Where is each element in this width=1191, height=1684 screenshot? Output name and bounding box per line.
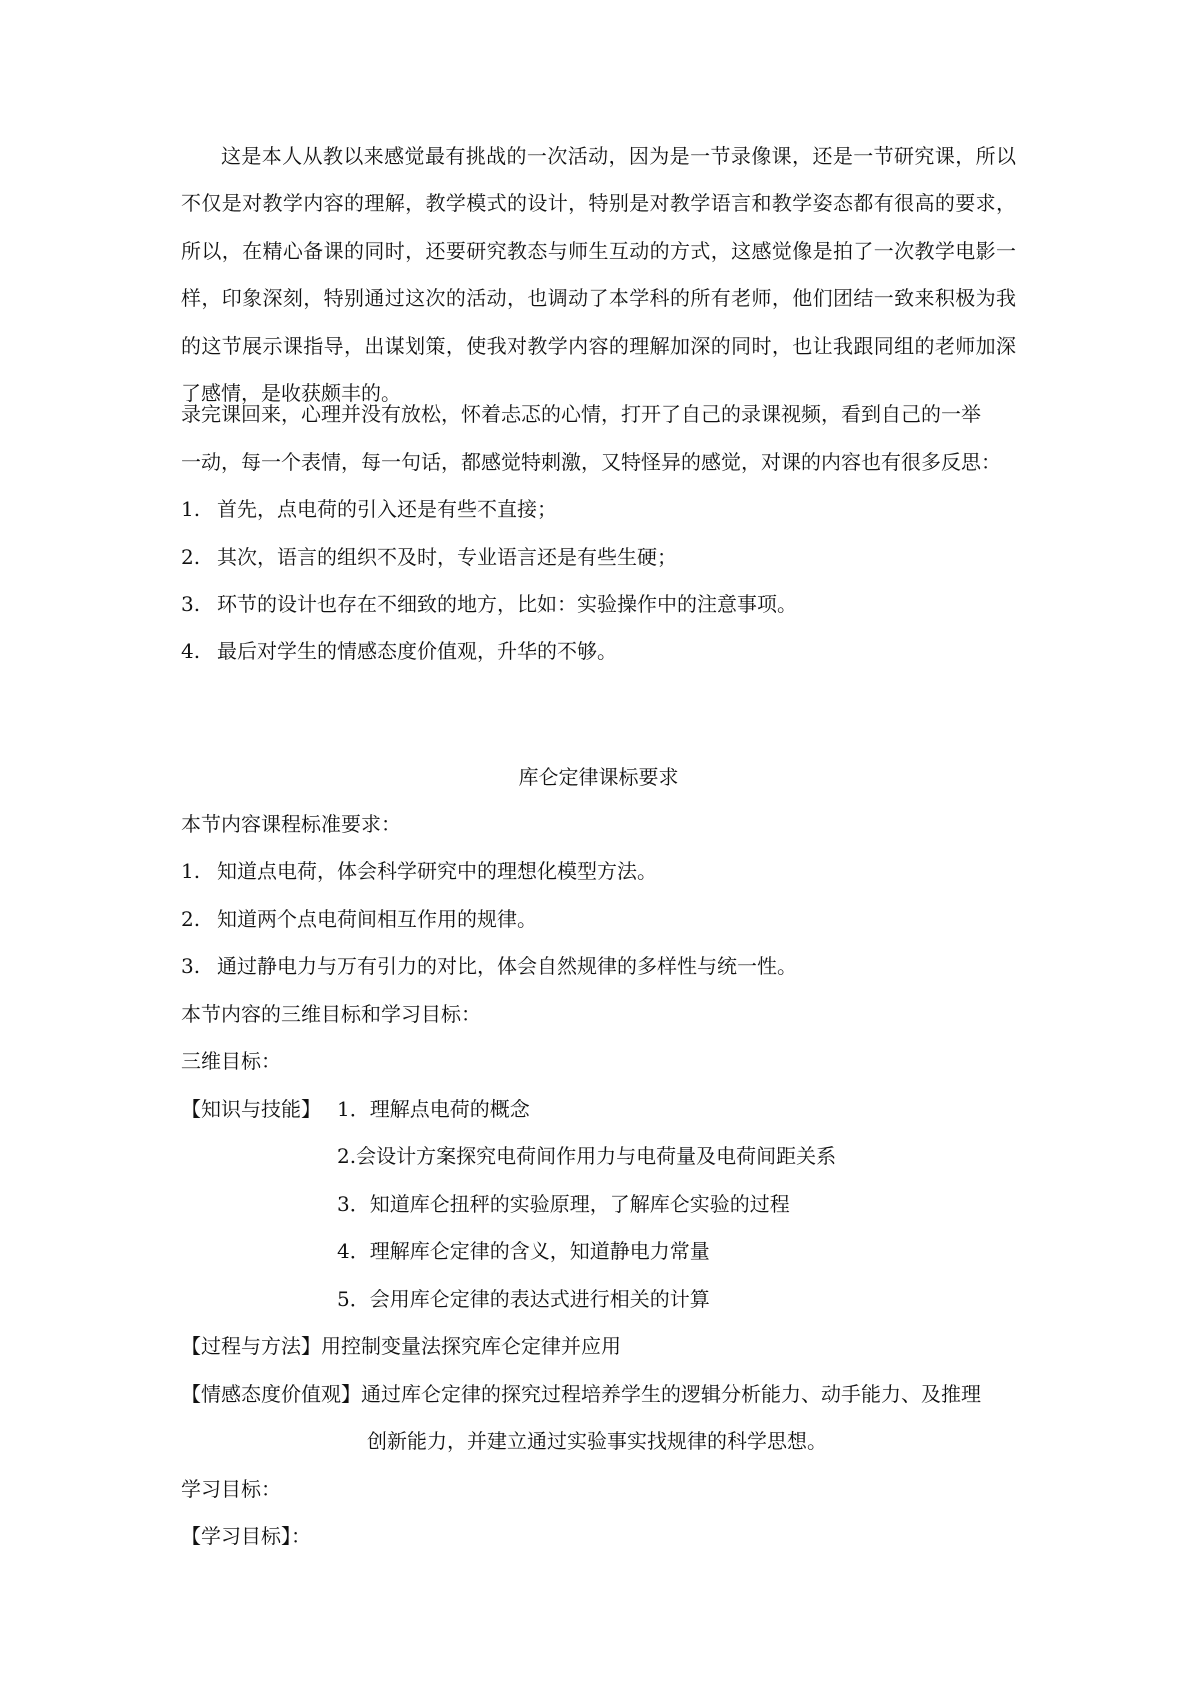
knowledge-label: 【知识与技能】 — [181, 1097, 321, 1121]
list-item — [181, 637, 617, 665]
list-item — [181, 857, 657, 885]
list-item — [181, 590, 797, 618]
list-item — [181, 543, 677, 571]
list-number: 4. — [181, 639, 201, 663]
list-number: 3. — [181, 954, 201, 978]
emotion-values-line-1: 【情感态度价值观】通过库仑定律的探究过程培养学生的逻辑分析能力、动手能力、及推理 — [181, 1382, 981, 1406]
list-number: 2. — [181, 545, 201, 569]
list-item — [181, 952, 797, 980]
emotion-values-line-2: 创新能力，并建立通过实验事实找规律的科学思想。 — [367, 1429, 827, 1453]
list-number: 2. — [181, 907, 201, 931]
goals-intro: 本节内容的三维目标和学习目标： — [181, 1002, 481, 1026]
reflection-paragraph: 这是本人从教以来感觉最有挑战的一次活动，因为是一节录像课，还是一节研究课，所以不仅是对教学内容的理解，教学模式的设计，特别是对教学语言和教学姿态都有很高的要求，所以，在精心备课的同时，还要研究教态与师生互动的方式，这感觉像是拍了一次教学电影一样，印象深刻，特别通过这次的活动，也调动了本学科的所有老师，他们团结一致来积极为我的这节展示课指导，出谋划策，使我对教学内容的理解加深的同时，也让我跟同组的老师加深了感情，是收获颇丰的。 — [181, 144, 1016, 406]
list-text: 知道两个点电荷间相互作用的规律。 — [217, 907, 537, 931]
list-text: 首先，点电荷的引入还是有些不直接； — [217, 497, 557, 521]
knowledge-item: 3．知道库仑扭秤的实验原理，了解库仑实验的过程 — [337, 1192, 790, 1216]
list-text: 通过静电力与万有引力的对比，体会自然规律的多样性与统一性。 — [217, 954, 797, 978]
knowledge-item: 1．理解点电荷的概念 — [337, 1097, 530, 1121]
list-number: 1. — [181, 497, 201, 521]
process-method: 【过程与方法】用控制变量法探究库仑定律并应用 — [181, 1334, 621, 1358]
knowledge-item: 5．会用库仑定律的表达式进行相关的计算 — [337, 1287, 710, 1311]
reflection-paragraph-2-line-2: 一动，每一个表情，每一句话，都感觉特刺激，又特怪异的感觉，对课的内容也有很多反思： — [181, 450, 1001, 474]
learning-label: 【学习目标】： — [181, 1524, 311, 1548]
list-item — [181, 905, 537, 933]
section-title: 库仑定律课标要求 — [518, 765, 679, 789]
learning-heading: 学习目标： — [181, 1477, 281, 1501]
knowledge-item: 4．理解库仑定律的含义，知道静电力常量 — [337, 1239, 710, 1263]
three-dim-heading: 三维目标： — [181, 1049, 281, 1073]
list-text: 环节的设计也存在不细致的地方，比如：实验操作中的注意事项。 — [217, 592, 797, 616]
list-text: 最后对学生的情感态度价值观，升华的不够。 — [217, 639, 617, 663]
list-text: 其次，语言的组织不及时，专业语言还是有些生硬； — [217, 545, 677, 569]
list-number: 3. — [181, 592, 201, 616]
list-item — [181, 495, 557, 523]
standards-intro: 本节内容课程标准要求： — [181, 812, 401, 836]
list-number: 1. — [181, 859, 201, 883]
knowledge-item: 2.会设计方案探究电荷间作用力与电荷量及电荷间距关系 — [337, 1144, 837, 1168]
list-text: 知道点电荷，体会科学研究中的理想化模型方法。 — [217, 859, 657, 883]
reflection-paragraph-2-line-1: 录完课回来，心理并没有放松，怀着忐忑的心情，打开了自己的录课视频，看到自己的一举 — [181, 402, 981, 426]
